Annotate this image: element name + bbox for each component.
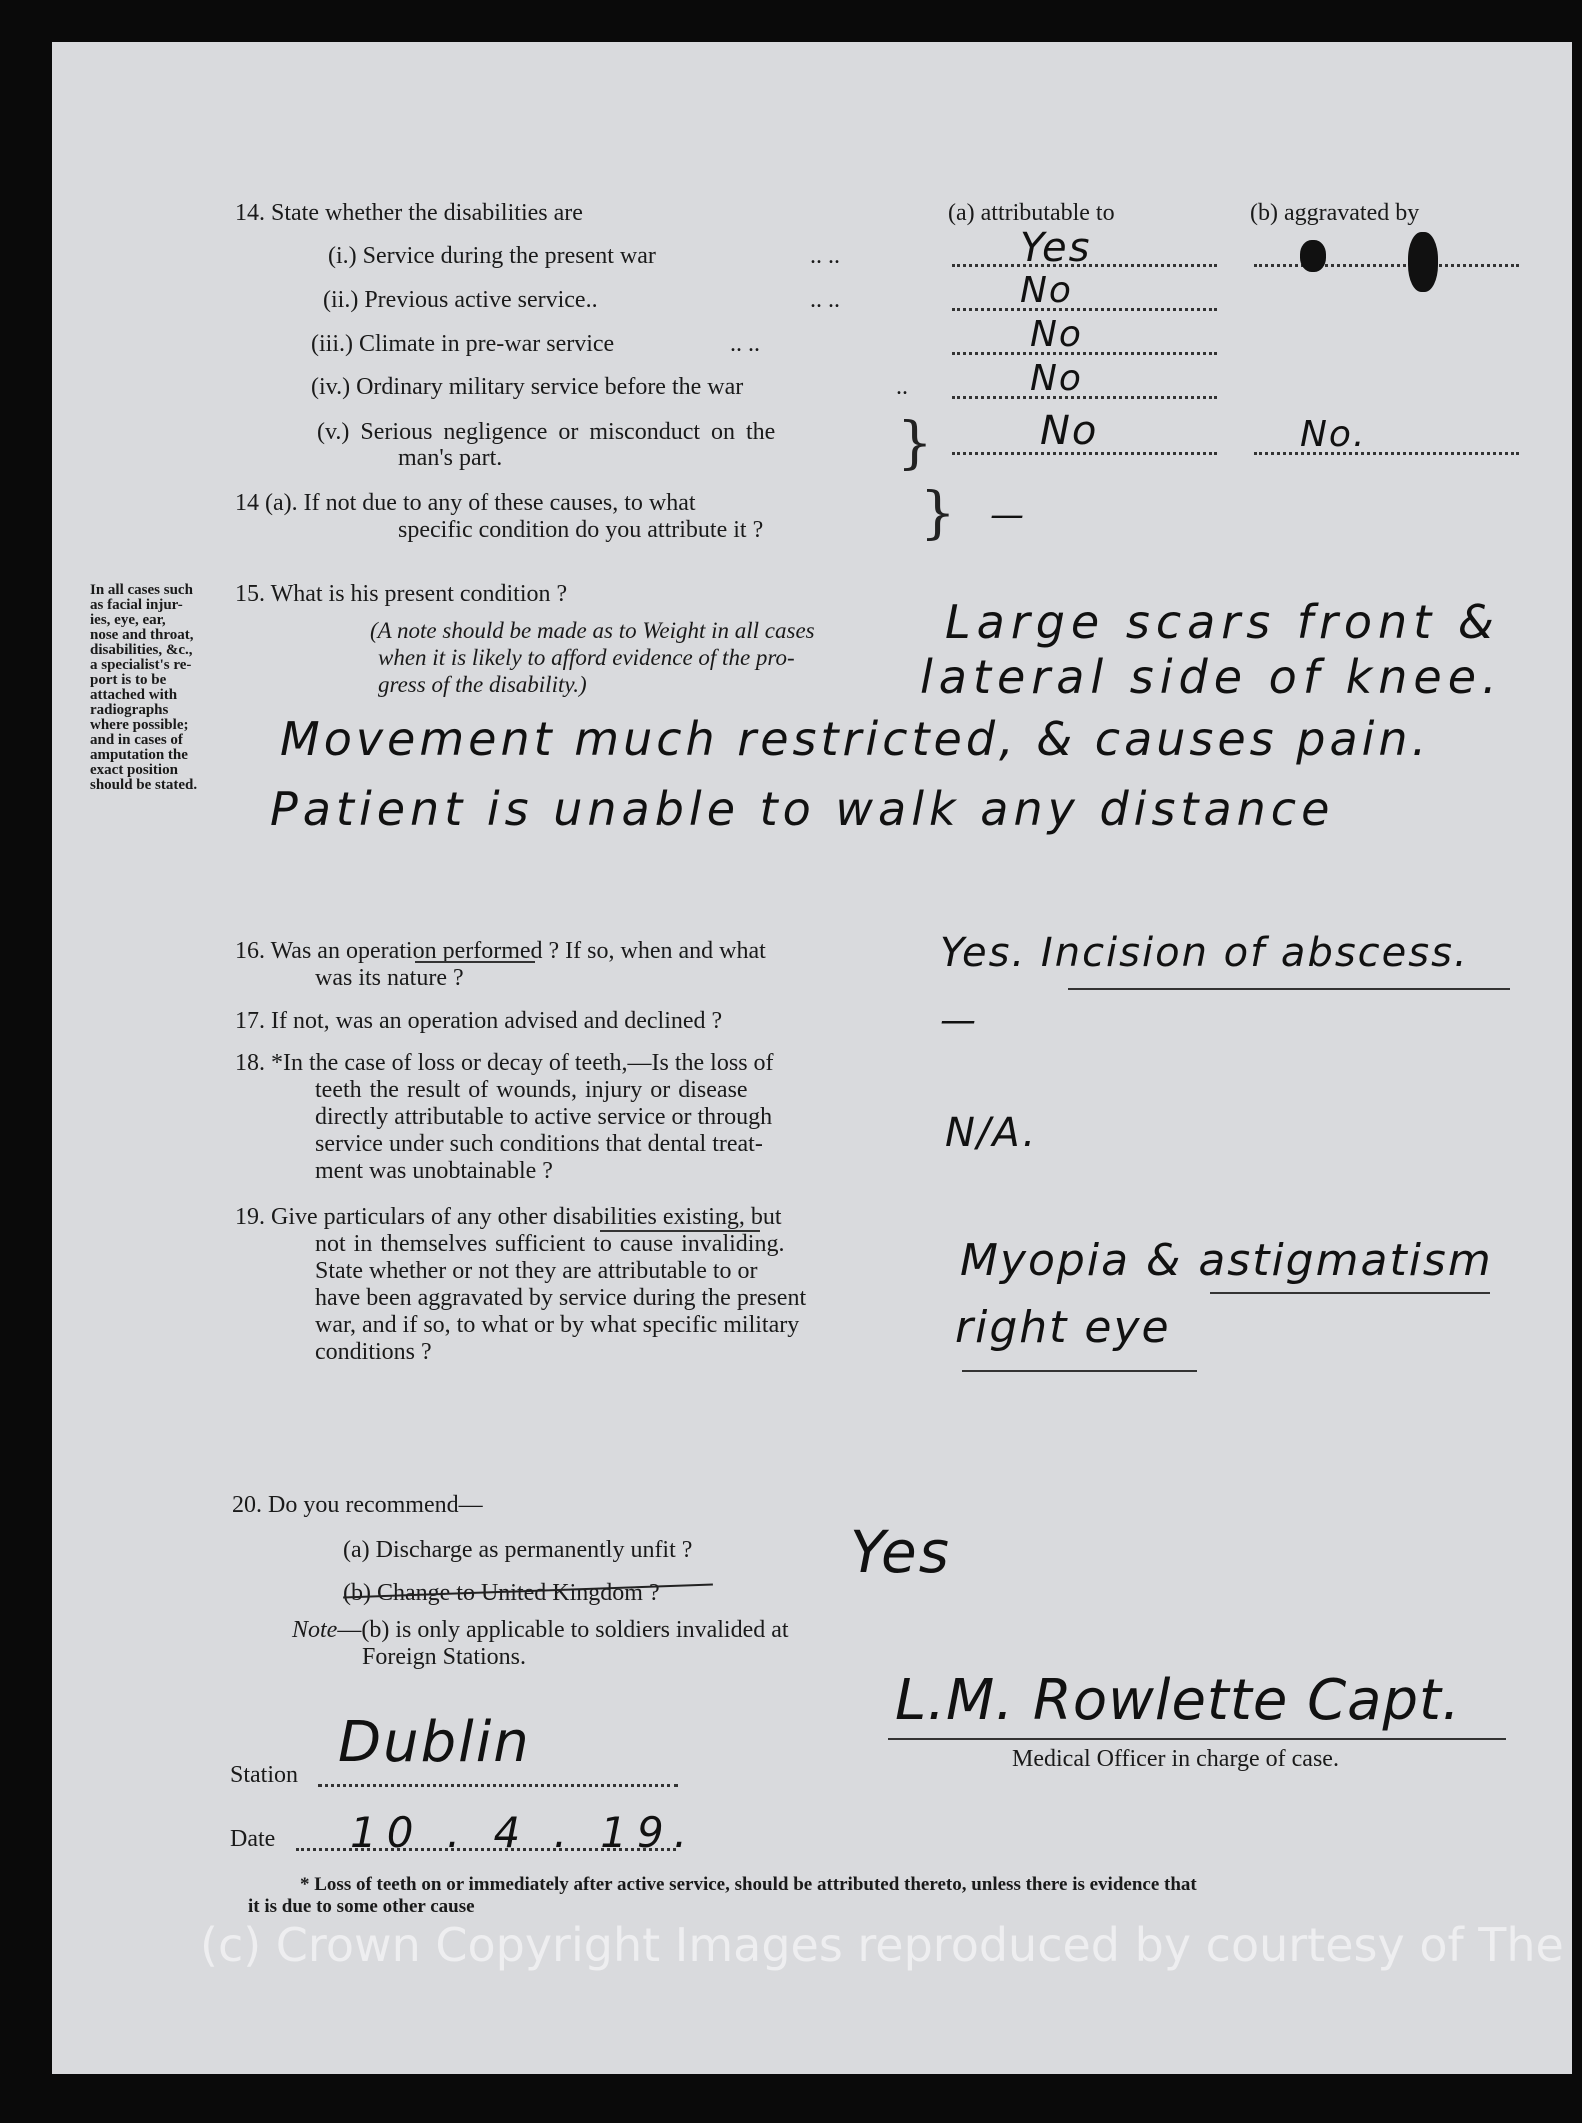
q19-answer-underline-2 [962, 1370, 1197, 1372]
side-note-line: and in cases of [90, 732, 183, 748]
q16-line-1: 16. Was an operation performed ? If so, when and what [235, 938, 766, 964]
station-label: Station [230, 1762, 299, 1788]
q18-line-1: 18. *In the case of loss or decay of teeth,—Is the loss of [235, 1050, 774, 1076]
side-note-line: amputation the [90, 747, 188, 763]
ink-blot [1300, 240, 1326, 272]
side-note-line: port is to be [90, 672, 167, 688]
q14-row-5-brace: } [897, 411, 933, 476]
q19-line-5: war, and if so, to what or by what specific military [315, 1312, 800, 1338]
q16-answer-underline [1068, 988, 1510, 990]
q14-row-3-label: (iii.) Climate in pre-war service [311, 331, 615, 357]
q16-line-2: was its nature ? [315, 965, 464, 991]
side-note-line: where possible; [90, 717, 189, 733]
q14-row-4-a-answer: No [1030, 358, 1083, 399]
q15-answer-line-4: Patient is unable to walk any distance [270, 782, 1335, 836]
q15-answer-line-1: Large scars front & [945, 595, 1500, 649]
side-note [90, 583, 226, 793]
q19-line-2: not in themselves sufficient to cause invaliding. [315, 1231, 785, 1257]
q20-option-a: (a) Discharge as permanently unfit ? [343, 1537, 693, 1563]
side-note-line: attached with [90, 687, 178, 703]
q14-row-5-b-answer: No. [1300, 414, 1367, 455]
q14a-answer: — [990, 495, 1026, 535]
q19-answer-line-2: right eye [955, 1302, 1171, 1353]
q14-row-1-b-line [1254, 262, 1519, 267]
side-note-line: disabilities, &c., [90, 642, 193, 658]
medical-officer-signature: L.M. Rowlette Capt. [895, 1668, 1461, 1733]
q15-note-line-3: gress of the disability.) [378, 672, 587, 697]
q14-row-4-a-line [952, 394, 1217, 399]
q18-answer: N/A. [945, 1110, 1038, 1156]
q20-note-line-2: Foreign Stations. [362, 1644, 527, 1670]
q14a-line-2: specific condition do you attribute it ? [398, 517, 764, 543]
q14-row-3-a-line [952, 350, 1217, 355]
q15-note-line-1: (A note should be made as to Weight in all cases [370, 618, 815, 643]
q14-row-5-label-cont: man's part. [398, 445, 503, 471]
q15-answer-line-3: Movement much restricted, & causes pain. [280, 712, 1431, 766]
side-note-line: a specialist's re- [90, 657, 192, 673]
side-note-line: In all cases such [90, 582, 193, 598]
copyright-watermark: (c) Crown Copyright Images reproduced by courtesy of The [200, 1918, 1564, 1972]
q20-label: 20. Do you recommend— [232, 1492, 483, 1518]
q15-note-line-2: when it is likely to afford evidence of the pro- [378, 645, 795, 670]
q14a-line-1: 14 (a). If not due to any of these causes, to what [235, 490, 696, 516]
q14-row-3-leader: .. .. [730, 331, 760, 357]
signature-line [888, 1738, 1506, 1740]
q14-row-2-label: (ii.) Previous active service.. [323, 287, 598, 313]
q14-col-a-header: (a) attributable to [948, 200, 1115, 226]
footnote-line-2: it is due to some other cause [248, 1896, 475, 1917]
q14-col-b-header: (b) aggravated by [1250, 200, 1420, 226]
q14-row-2-a-answer: No [1020, 270, 1073, 311]
q19-answer-line-1: Myopia & astigmatism [960, 1235, 1493, 1286]
q18-line-4: service under such conditions that dental treat- [315, 1131, 763, 1157]
q19-line-1: 19. Give particulars of any other disabilities existing, but [235, 1204, 782, 1230]
footnote-line-1: * Loss of teeth on or immediately after active service, should be attributed thereto, unless there is evidence that [300, 1874, 1197, 1895]
q19-answer-underline [1210, 1292, 1490, 1294]
date-value: 10 . 4 . 19. [350, 1808, 698, 1857]
q19-line-3: State whether or not they are attributable to or [315, 1258, 758, 1284]
q14-row-4-leader: .. [896, 374, 908, 400]
q14-row-5-b-line [1254, 450, 1519, 455]
q17-line-1: 17. If not, was an operation advised and declined ? [235, 1008, 723, 1034]
side-note-line: exact position [90, 762, 178, 778]
station-line [318, 1782, 678, 1787]
q17-answer: — [940, 1000, 978, 1041]
side-note-line: should be stated. [90, 777, 198, 793]
q14-row-1-leader: .. .. [810, 243, 840, 269]
q19-line-4: have been aggravated by service during the present [315, 1285, 807, 1311]
q20-note [292, 1617, 789, 1644]
q14-row-1-a-answer: Yes [1020, 225, 1092, 271]
side-note-line: as facial injur- [90, 597, 183, 613]
signature-caption: Medical Officer in charge of case. [1012, 1746, 1339, 1772]
q19-line-6: conditions ? [315, 1339, 432, 1365]
q14-label: 14. State whether the disabilities are [235, 200, 583, 226]
q20-answer: Yes [850, 1518, 951, 1586]
q18-line-5: ment was unobtainable ? [315, 1158, 553, 1184]
ink-blot [1408, 232, 1438, 292]
q14-row-2-a-line [952, 306, 1217, 311]
q14a-brace: } [920, 481, 956, 546]
q15-answer-line-2: lateral side of knee. [920, 650, 1503, 704]
side-note-line: radiographs [90, 702, 169, 718]
q14-row-3-a-answer: No [1030, 314, 1083, 355]
q16-answer: Yes. Incision of abscess. [940, 930, 1469, 976]
q14-row-5-label: (v.) Serious negligence or misconduct on the [317, 419, 776, 445]
q15-label: 15. What is his present condition ? [235, 581, 568, 607]
q20-option-b: (b) Change to United Kingdom ? [343, 1580, 660, 1606]
q16-underline [415, 961, 535, 963]
date-label: Date [230, 1826, 276, 1852]
q20-note-label: Note [292, 1617, 338, 1643]
q20-note-text: —(b) is only applicable to soldiers invalided at [337, 1617, 789, 1643]
q14-row-1-label: (i.) Service during the present war [328, 243, 656, 269]
q14-row-5-a-answer: No [1040, 408, 1099, 454]
q18-line-2: teeth the result of wounds, injury or disease [315, 1077, 748, 1103]
side-note-line: nose and throat, [90, 627, 194, 643]
side-note-line: ies, eye, ear, [90, 612, 166, 628]
q14-row-4-label: (iv.) Ordinary military service before the war [311, 374, 744, 400]
q18-line-3: directly attributable to active service or through [315, 1104, 773, 1130]
q14-row-2-leader: .. .. [810, 287, 840, 313]
station-value: Dublin [338, 1710, 531, 1775]
